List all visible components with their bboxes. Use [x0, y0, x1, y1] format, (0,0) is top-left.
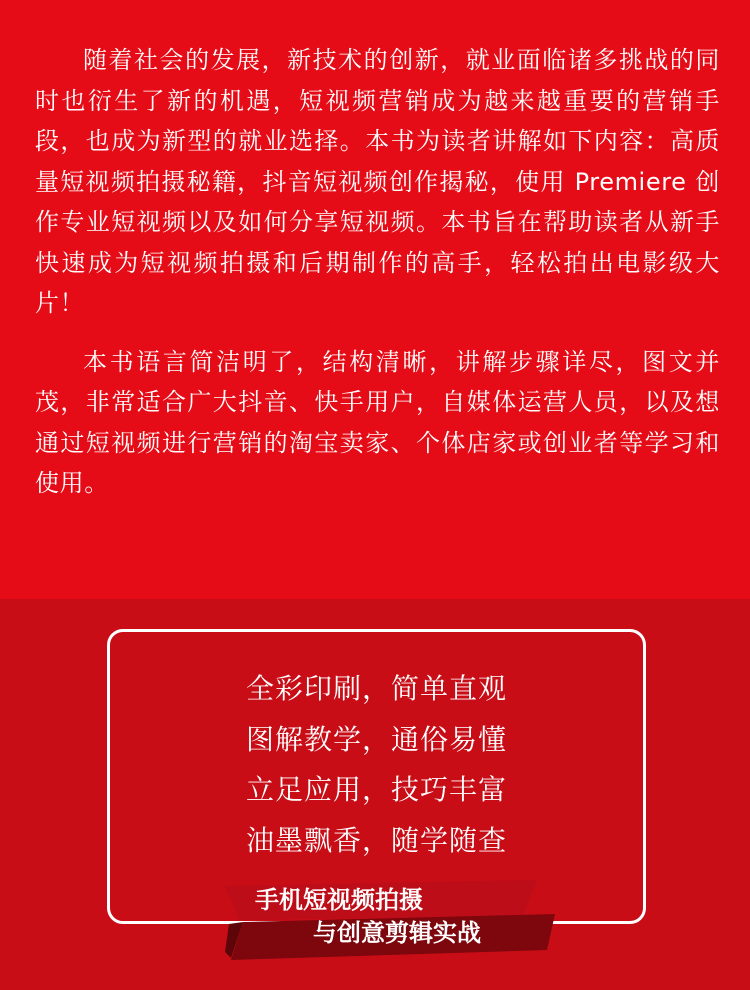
feature-item-teaching: 图解教学，通俗易懂	[245, 722, 507, 756]
feature-item-reference: 油墨飘香，随学随查	[245, 823, 507, 857]
feature-list	[110, 664, 643, 866]
banner-title-line-2: 与创意剪辑实战	[313, 918, 481, 947]
banner-title-line-1: 手机短视频拍摄	[255, 885, 423, 914]
description-paragraph-1: 随着社会的发展，新技术的创新，就业面临诸多挑战的同时也衍生了新的机遇，短视频营销成为越来越重要的营销手段，也成为新型的就业选择。本书为读者讲解如下内容：高质量短视频拍摄秘籍，抖音短视频创作揭秘，使用 Premiere 创作专业短视频以及如何分享短视频。本书旨在帮助读者从新手快速成为短视频拍摄和后期制作的高手，轻松拍出电影级大片！	[35, 46, 720, 317]
book-title-banner	[225, 880, 555, 960]
feature-item-printing: 全彩印刷，简单直观	[245, 672, 507, 705]
description-paragraph-2: 本书语言简洁明了，结构清晰，讲解步骤详尽，图文并茂，非常适合广大抖音、快手用户，自媒体运营人员，以及想通过短视频进行营销的淘宝卖家、个体店家或创业者等学习和使用。	[35, 347, 720, 497]
book-description	[35, 40, 720, 504]
feature-item-application: 立足应用，技巧丰富	[245, 773, 507, 806]
